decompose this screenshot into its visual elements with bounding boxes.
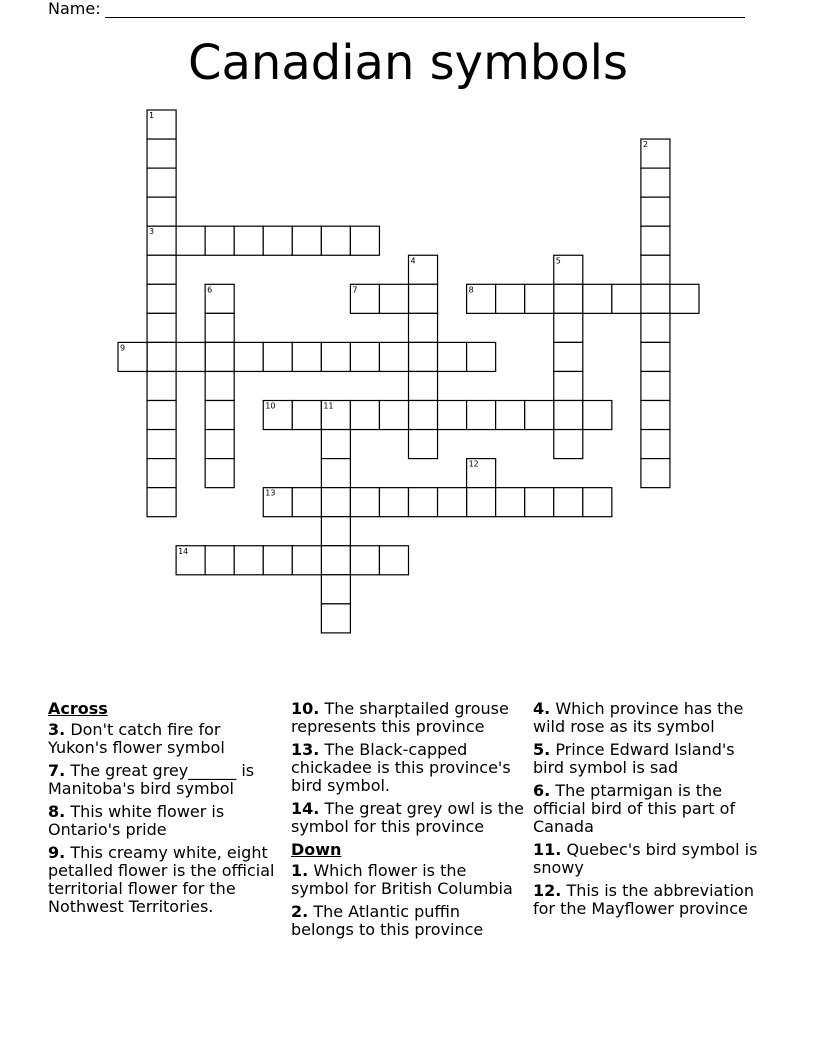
grid-cell[interactable] (205, 430, 234, 459)
grid-cell[interactable] (292, 401, 321, 430)
grid-cell[interactable] (554, 430, 583, 459)
grid-cell[interactable] (147, 371, 176, 400)
grid-cell[interactable] (292, 226, 321, 255)
grid-cell[interactable] (379, 546, 408, 575)
grid-cell[interactable] (147, 459, 176, 488)
grid-cell[interactable] (670, 284, 699, 313)
grid-cell[interactable] (525, 284, 554, 313)
grid-cell[interactable] (554, 401, 583, 430)
clue-across-8 (48, 803, 284, 839)
grid-cell[interactable] (409, 488, 438, 517)
grid-cell[interactable] (409, 401, 438, 430)
grid-cell[interactable] (641, 313, 670, 342)
grid-cell[interactable] (641, 284, 670, 313)
grid-cell[interactable] (554, 342, 583, 371)
clue-number: 8. (48, 802, 66, 821)
grid-cell[interactable] (147, 284, 176, 313)
clue-text: Prince Edward Island's bird symbol is sad (533, 740, 735, 777)
clue-text: This white flower is Ontario's pride (48, 802, 225, 839)
grid-cell[interactable] (641, 255, 670, 284)
grid-cell[interactable] (467, 488, 496, 517)
grid-cell[interactable] (641, 168, 670, 197)
grid-cell[interactable] (321, 604, 350, 633)
grid-cell[interactable] (263, 546, 292, 575)
clue-number-label: 2 (642, 140, 648, 150)
grid-cell[interactable] (496, 284, 525, 313)
clue-number-label: 1 (149, 111, 155, 120)
grid-cell[interactable] (321, 575, 350, 604)
grid-cell[interactable] (176, 226, 205, 255)
grid-cell[interactable] (263, 226, 292, 255)
grid-cell[interactable] (147, 401, 176, 430)
clue-number: 2. (291, 902, 309, 921)
clue-text: The ptarmigan is the official bird of this part of Canada (533, 781, 736, 836)
grid-cell[interactable] (176, 342, 205, 371)
grid-cell[interactable] (379, 342, 408, 371)
clue-text: This creamy white, eight petalled flower is the official territorial flower for the Nothwest Territories. (48, 843, 275, 916)
clue-text: This is the abbreviation for the Mayflower province (533, 881, 754, 918)
grid-cell[interactable] (321, 546, 350, 575)
grid-cell[interactable] (321, 517, 350, 546)
grid-cell[interactable] (554, 313, 583, 342)
clue-down-1 (291, 862, 527, 898)
clue-number-label: 14 (178, 546, 189, 556)
grid-cell[interactable] (641, 401, 670, 430)
clue-text: The Black-capped chickadee is this province's bird symbol. (291, 740, 511, 795)
grid-cell[interactable] (612, 284, 641, 313)
grid-cell[interactable] (409, 371, 438, 400)
clue-number: 3. (48, 720, 66, 739)
grid-cell[interactable] (350, 546, 379, 575)
name-label: Name: (48, 0, 101, 18)
grid-cell[interactable] (641, 459, 670, 488)
grid-cell[interactable] (583, 488, 612, 517)
clue-number: 11. (533, 840, 562, 859)
clue-number: 1. (291, 861, 309, 880)
clue-text: Quebec's bird symbol is snowy (533, 840, 758, 877)
grid-cell[interactable] (147, 197, 176, 226)
grid-cell[interactable] (205, 313, 234, 342)
clue-down-2 (291, 903, 527, 939)
clue-across-13 (291, 741, 527, 795)
grid-cell[interactable] (234, 342, 263, 371)
grid-cell[interactable] (409, 430, 438, 459)
clue-number-label: 10 (265, 401, 276, 411)
grid-cell[interactable] (234, 546, 263, 575)
clue-number-label: 9 (120, 343, 126, 353)
grid-cell[interactable] (350, 488, 379, 517)
clue-number: 7. (48, 761, 66, 780)
clue-down-12 (533, 882, 769, 918)
page-title: Canadian symbols (187, 35, 628, 91)
grid-cell[interactable] (379, 401, 408, 430)
grid-cell[interactable] (554, 371, 583, 400)
grid-cell[interactable] (350, 401, 379, 430)
grid-cell[interactable] (205, 401, 234, 430)
grid-cell[interactable] (467, 401, 496, 430)
across-heading: Across (48, 699, 108, 718)
clue-text: Which flower is the symbol for British Columbia (291, 861, 513, 898)
clue-number: 13. (291, 740, 320, 759)
grid-cell[interactable] (438, 401, 467, 430)
grid-cell[interactable] (641, 226, 670, 255)
grid-cell[interactable] (379, 284, 408, 313)
grid-cell[interactable] (292, 342, 321, 371)
clues-column-1 (48, 700, 284, 921)
grid-cell[interactable] (525, 401, 554, 430)
grid-cell[interactable] (641, 342, 670, 371)
grid-cell[interactable] (321, 342, 350, 371)
grid-cell[interactable] (525, 488, 554, 517)
grid-cell[interactable] (496, 488, 525, 517)
grid-cell[interactable] (147, 255, 176, 284)
grid-cell[interactable] (147, 430, 176, 459)
clue-text: The great grey______ is Manitoba's bird symbol (48, 761, 255, 798)
grid-cell[interactable] (554, 284, 583, 313)
clue-number-label: 7 (352, 285, 358, 295)
grid-cell[interactable] (554, 488, 583, 517)
clues-column-2 (291, 700, 527, 944)
clue-across-3 (48, 721, 284, 757)
grid-cell[interactable] (147, 139, 176, 168)
grid-cell[interactable] (263, 342, 292, 371)
grid-cell[interactable] (321, 488, 350, 517)
grid-cell[interactable] (409, 342, 438, 371)
grid-cell[interactable] (321, 430, 350, 459)
clue-number: 9. (48, 843, 66, 862)
grid-cell[interactable] (583, 284, 612, 313)
grid-cell[interactable] (467, 342, 496, 371)
clue-number: 4. (533, 699, 551, 718)
grid-cell[interactable] (350, 226, 379, 255)
clue-text: Which province has the wild rose as its symbol (533, 699, 744, 736)
grid-cell[interactable] (147, 488, 176, 517)
clue-number-label: 13 (265, 488, 276, 498)
grid-cell[interactable] (205, 342, 234, 371)
clue-number-label: 12 (468, 459, 479, 469)
grid-cell[interactable] (409, 284, 438, 313)
grid-cell[interactable] (292, 488, 321, 517)
grid-cell[interactable] (641, 197, 670, 226)
clue-down-4 (533, 700, 769, 736)
clue-number-label: 3 (149, 227, 155, 237)
grid-cell[interactable] (583, 401, 612, 430)
clue-text: The Atlantic puffin belongs to this province (291, 902, 484, 939)
grid-cell[interactable] (496, 401, 525, 430)
grid-cell[interactable] (438, 488, 467, 517)
grid-cell[interactable] (205, 459, 234, 488)
grid-cell[interactable] (350, 342, 379, 371)
down-heading: Down (291, 840, 342, 859)
clue-text: Don't catch fire for Yukon's flower symbol (48, 720, 225, 757)
grid-cell[interactable] (321, 459, 350, 488)
grid-cell[interactable] (409, 313, 438, 342)
grid-cell[interactable] (147, 342, 176, 371)
grid-cell[interactable] (205, 371, 234, 400)
grid-cell[interactable] (379, 488, 408, 517)
grid-cell[interactable] (438, 342, 467, 371)
grid-cell[interactable] (641, 371, 670, 400)
clue-number-label: 5 (555, 256, 561, 266)
clue-number: 6. (533, 781, 551, 800)
clue-down-11 (533, 841, 769, 877)
clue-text: The sharptailed grouse represents this province (291, 699, 509, 736)
grid-cell[interactable] (205, 226, 234, 255)
grid-cell[interactable] (147, 313, 176, 342)
grid-cell[interactable] (147, 168, 176, 197)
clue-text: The great grey owl is the symbol for this province (291, 799, 524, 836)
clue-across-7 (48, 762, 284, 798)
clue-number: 12. (533, 881, 562, 900)
clue-number-label: 6 (207, 285, 213, 295)
clue-down-5 (533, 741, 769, 777)
grid-cell[interactable] (205, 546, 234, 575)
clue-number-label: 8 (468, 285, 474, 295)
clue-number: 14. (291, 799, 320, 818)
clues-column-3 (533, 700, 769, 923)
clue-across-14 (291, 800, 527, 836)
clue-number-label: 11 (323, 401, 334, 411)
grid-cell[interactable] (641, 430, 670, 459)
clue-across-10 (291, 700, 527, 736)
clue-down-6 (533, 782, 769, 836)
clue-number: 5. (533, 740, 551, 759)
clue-across-9 (48, 844, 284, 916)
clue-number: 10. (291, 699, 320, 718)
grid-cell[interactable] (321, 226, 350, 255)
grid-cell[interactable] (234, 226, 263, 255)
clue-number-label: 4 (410, 256, 416, 266)
grid-cell[interactable] (292, 546, 321, 575)
